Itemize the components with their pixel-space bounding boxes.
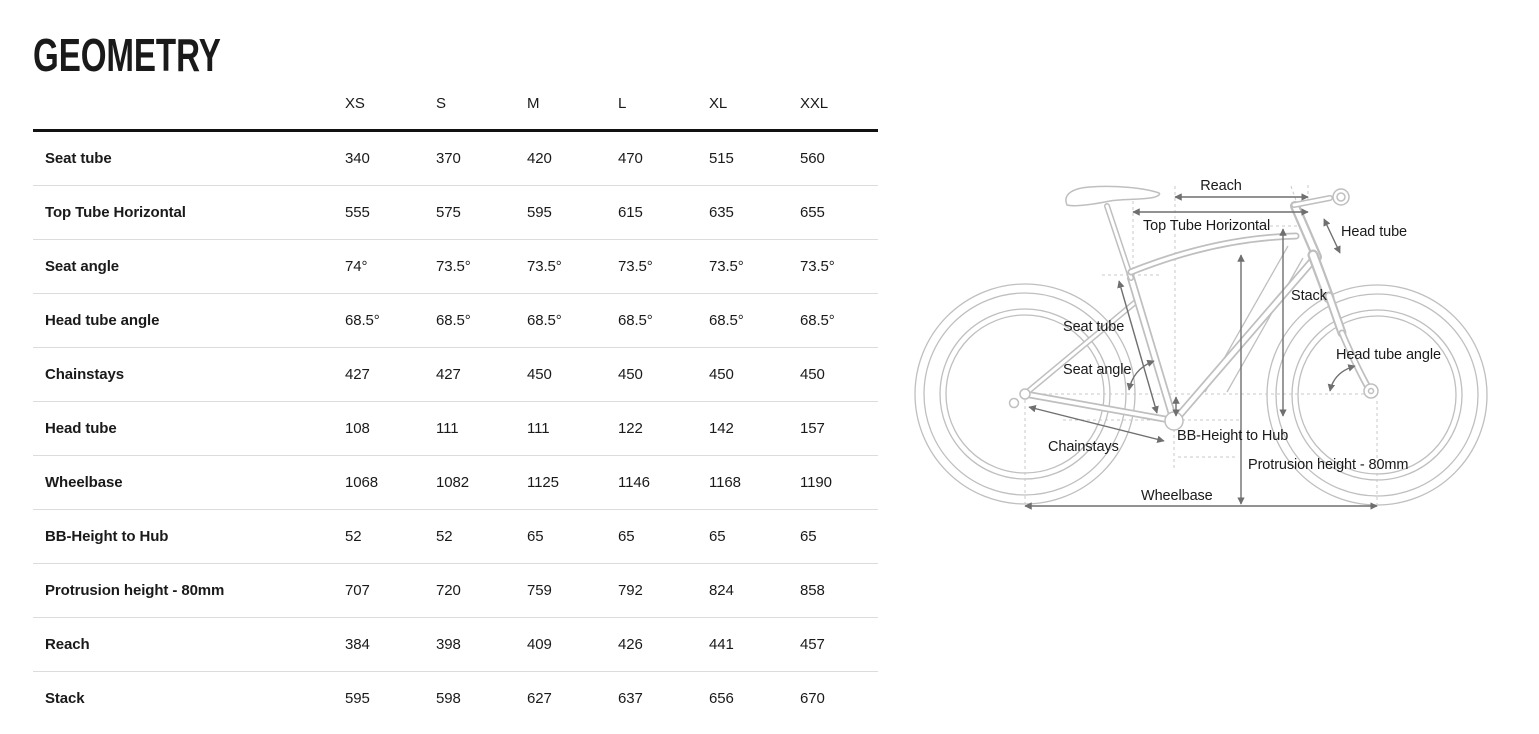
cell: 340 — [345, 131, 436, 186]
cell: 420 — [527, 131, 618, 186]
cell: 824 — [709, 564, 800, 618]
cell: 68.5° — [709, 294, 800, 348]
cell: 68.5° — [800, 294, 878, 348]
cell: 398 — [436, 618, 527, 672]
cell: 68.5° — [345, 294, 436, 348]
cell: 560 — [800, 131, 878, 186]
cell: 65 — [527, 510, 618, 564]
cell: 73.5° — [527, 240, 618, 294]
cell: 450 — [709, 348, 800, 402]
cell: 707 — [345, 564, 436, 618]
diagram-label-protrusion-height: Protrusion height - 80mm — [1248, 457, 1409, 473]
column-header-xl: XL — [709, 95, 800, 131]
column-header-xs: XS — [345, 95, 436, 131]
cell: 65 — [800, 510, 878, 564]
cell: 1168 — [709, 456, 800, 510]
cell: 157 — [800, 402, 878, 456]
cell: 1190 — [800, 456, 878, 510]
diagram-label-bb-height-to-hub: BB-Height to Hub — [1177, 428, 1289, 444]
cell: 111 — [436, 402, 527, 456]
cell: 450 — [527, 348, 618, 402]
rear-hub — [1020, 389, 1030, 399]
cell: 759 — [527, 564, 618, 618]
cell: 450 — [618, 348, 709, 402]
cell: 441 — [709, 618, 800, 672]
cell: 720 — [436, 564, 527, 618]
head-tube-arrow — [1324, 219, 1340, 253]
cell: 122 — [618, 402, 709, 456]
cell: 670 — [800, 690, 825, 707]
cell: 656 — [709, 690, 734, 707]
cell: 595 — [527, 186, 618, 240]
cell: 65 — [709, 510, 800, 564]
cell: 450 — [800, 348, 878, 402]
cell: 655 — [800, 186, 878, 240]
cell: 555 — [345, 186, 436, 240]
cell: 73.5° — [436, 240, 527, 294]
cell: 73.5° — [709, 240, 800, 294]
cell: 74° — [345, 240, 436, 294]
cell: 1125 — [527, 456, 618, 510]
diagram-label-chainstays: Chainstays — [1048, 439, 1119, 455]
cell: 1068 — [345, 456, 436, 510]
cell: 637 — [618, 690, 643, 707]
head-tube-angle-arc — [1330, 366, 1355, 391]
column-header-m: M — [527, 95, 618, 131]
cell: 68.5° — [436, 294, 527, 348]
cell: 515 — [709, 131, 800, 186]
cell: 858 — [800, 564, 878, 618]
row-label: Stack — [45, 690, 85, 707]
cell: 142 — [709, 402, 800, 456]
cell: 384 — [345, 618, 436, 672]
cell: 427 — [345, 348, 436, 402]
cell: 575 — [436, 186, 527, 240]
row-label: Chainstays — [33, 348, 345, 402]
cell: 73.5° — [618, 240, 709, 294]
row-label: Head tube — [33, 402, 345, 456]
cell: 52 — [345, 510, 436, 564]
cell: 792 — [618, 564, 709, 618]
column-header-l: L — [618, 95, 709, 131]
row-label: Protrusion height - 80mm — [33, 564, 345, 618]
cell: 615 — [618, 186, 709, 240]
cell: 111 — [527, 402, 618, 456]
cell: 627 — [527, 690, 552, 707]
column-header-xxl: XXL — [800, 95, 878, 131]
cell: 108 — [345, 402, 436, 456]
row-label: Seat tube — [33, 131, 345, 186]
cell: 1082 — [436, 456, 527, 510]
cell: 409 — [527, 618, 618, 672]
column-header-s: S — [436, 95, 527, 131]
diagram-label-wheelbase: Wheelbase — [1141, 488, 1213, 504]
row-label: BB-Height to Hub — [33, 510, 345, 564]
row-label: Head tube angle — [33, 294, 345, 348]
cell: 73.5° — [800, 240, 878, 294]
rear-derailleur — [1010, 399, 1019, 408]
cell: 598 — [436, 690, 461, 707]
saddle — [1066, 186, 1160, 205]
cell: 426 — [618, 618, 709, 672]
row-label: Top Tube Horizontal — [33, 186, 345, 240]
seat-angle-arc — [1129, 361, 1154, 390]
diagram-label-head-tube: Head tube — [1341, 224, 1408, 240]
cell: 457 — [800, 618, 878, 672]
row-label: Reach — [33, 618, 345, 672]
diagram-label-head-tube-angle: Head tube angle — [1336, 347, 1441, 363]
cell: 595 — [345, 690, 370, 707]
row-label: Wheelbase — [33, 456, 345, 510]
page-title: GEOMETRY — [33, 29, 221, 81]
cell: 52 — [436, 510, 527, 564]
cell: 370 — [436, 131, 527, 186]
cell: 427 — [436, 348, 527, 402]
diagram-label-reach: Reach — [1200, 178, 1242, 194]
cell: 470 — [618, 131, 709, 186]
cell: 68.5° — [527, 294, 618, 348]
diagram-label-top-tube-horizontal: Top Tube Horizontal — [1143, 218, 1271, 234]
cell: 65 — [618, 510, 709, 564]
diagram-label-seat-tube: Seat tube — [1063, 319, 1125, 335]
cell: 1146 — [618, 456, 709, 510]
cell: 635 — [709, 186, 800, 240]
row-label: Seat angle — [33, 240, 345, 294]
cell: 68.5° — [618, 294, 709, 348]
diagram-label-seat-angle: Seat angle — [1063, 362, 1132, 378]
diagram-label-stack: Stack — [1291, 288, 1327, 304]
